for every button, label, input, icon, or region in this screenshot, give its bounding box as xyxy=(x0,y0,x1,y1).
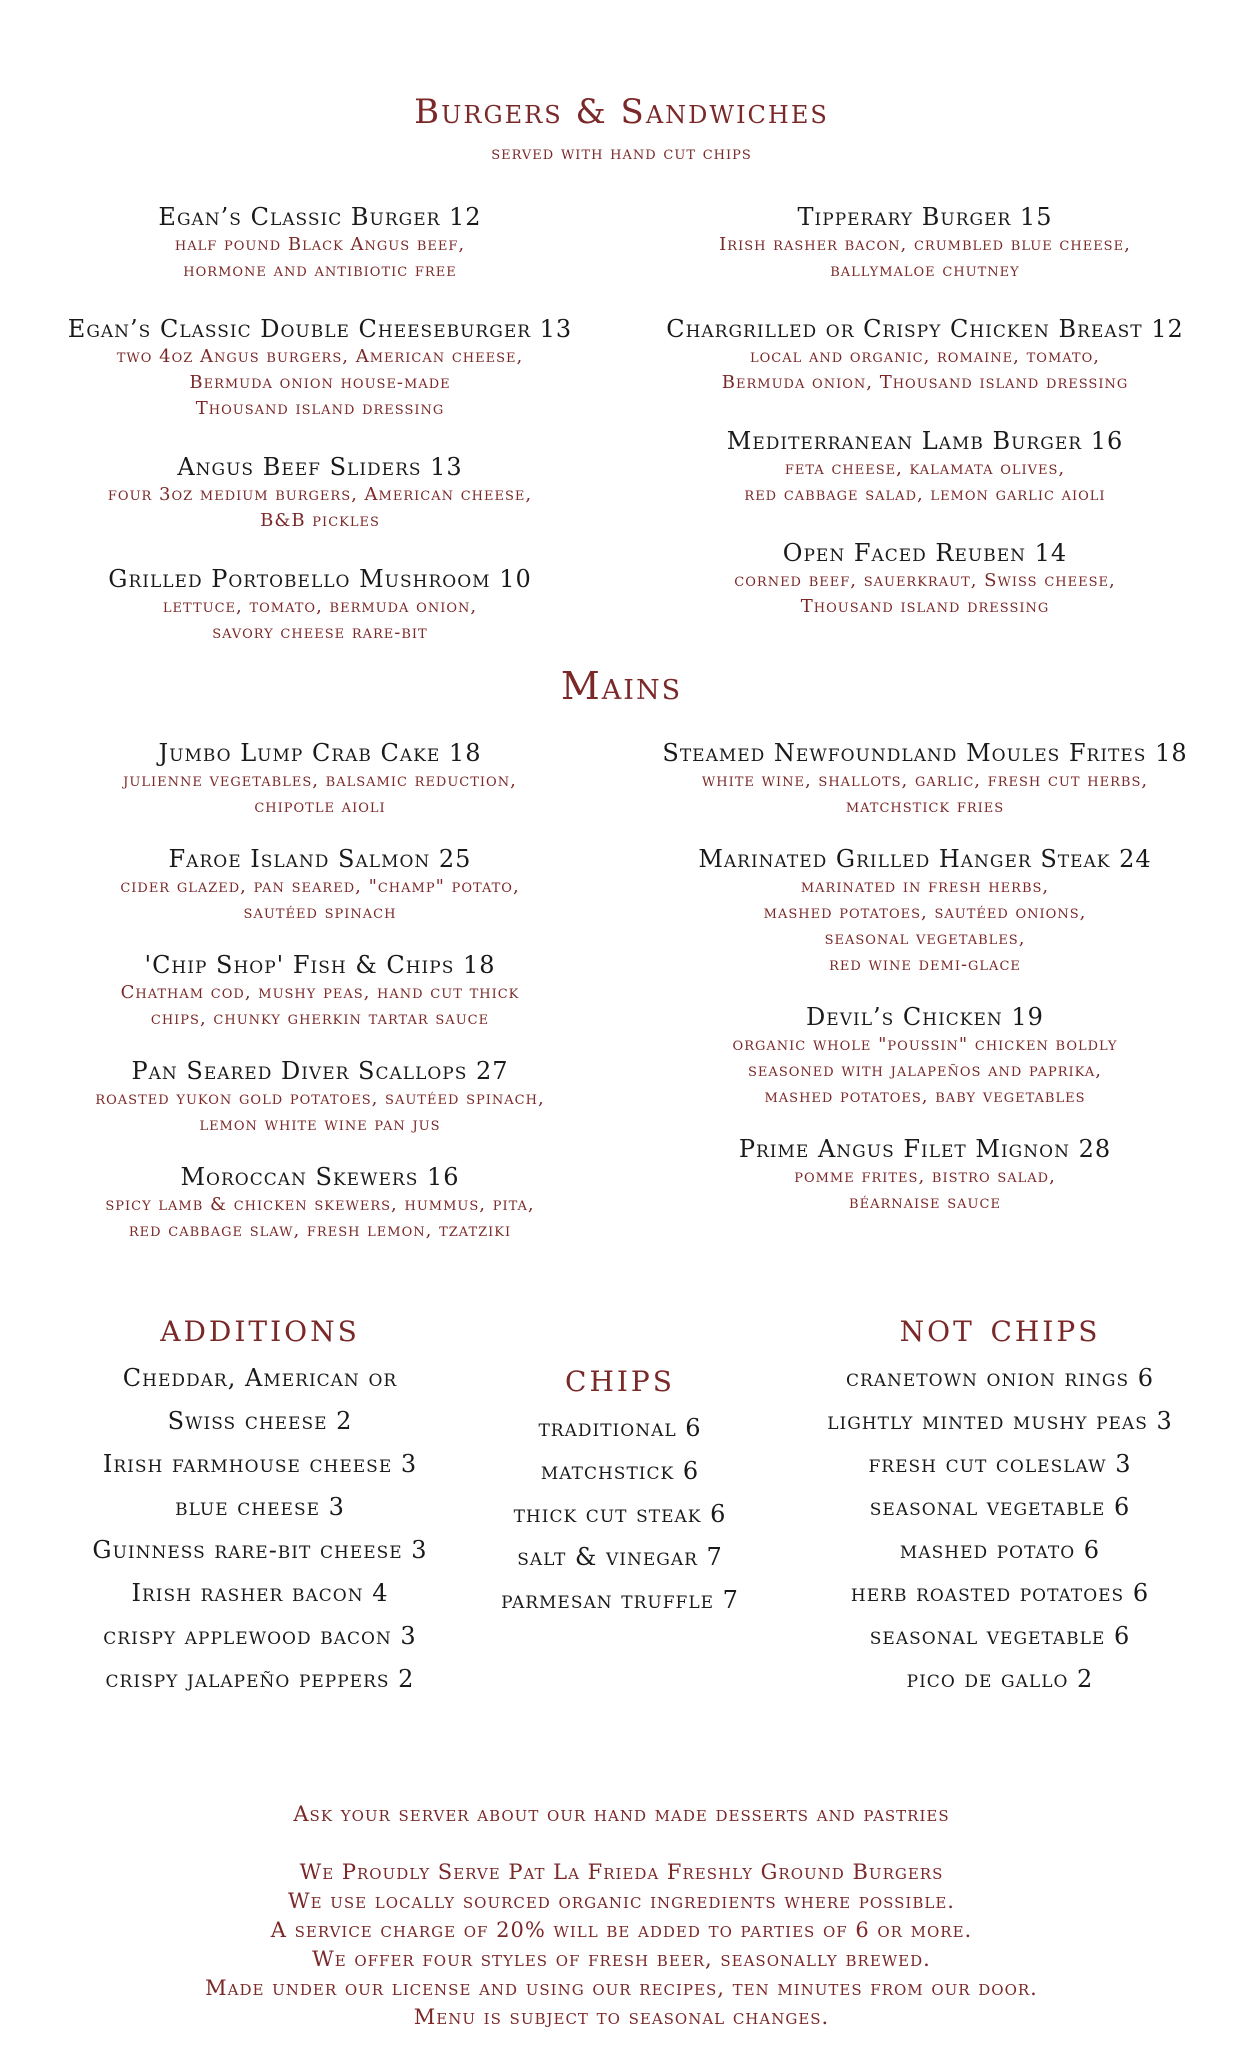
item-desc: sautéed spinach xyxy=(243,902,397,923)
additions-item: crispy applewood bacon 3 xyxy=(103,1622,417,1650)
item-name: Jumbo Lump Crab Cake 18 xyxy=(158,739,482,767)
item-desc: mashed potatoes, baby vegetables xyxy=(764,1086,1086,1107)
menu-item xyxy=(640,844,1210,978)
additions-item: Irish farmhouse cheese 3 xyxy=(102,1450,418,1478)
item-name: Moroccan Skewers 16 xyxy=(180,1163,460,1191)
menu-item xyxy=(40,1162,600,1244)
item-name: Mediterranean Lamb Burger 16 xyxy=(726,427,1124,455)
menu-item xyxy=(640,738,1210,820)
menu-item xyxy=(640,426,1210,508)
item-desc: Irish rasher bacon, crumbled blue cheese, xyxy=(719,234,1131,255)
item-desc: B&B pickles xyxy=(260,510,380,531)
item-name: Chargrilled or Crispy Chicken Breast 12 xyxy=(666,315,1184,343)
item-desc: pomme frites, bistro salad, xyxy=(794,1166,1056,1187)
not-chips-item: herb roasted potatoes 6 xyxy=(850,1579,1150,1607)
item-desc: seasoned with jalapeños and paprika, xyxy=(748,1060,1102,1081)
item-name: Tipperary Burger 15 xyxy=(797,203,1053,231)
item-name: Devil’s Chicken 19 xyxy=(806,1003,1044,1031)
item-desc: Thousand island dressing xyxy=(800,596,1050,617)
item-desc: Chatham cod, mushy peas, hand cut thick xyxy=(120,982,520,1003)
additions-item: Cheddar, American or xyxy=(122,1364,398,1392)
item-name: Pan Seared Diver Scallops 27 xyxy=(131,1057,509,1085)
item-name: Steamed Newfoundland Moules Frites 18 xyxy=(662,739,1188,767)
item-desc: matchstick fries xyxy=(845,796,1005,817)
not-chips-item: seasonal vegetable 6 xyxy=(869,1493,1131,1521)
chips-column xyxy=(470,1355,770,1622)
menu-item xyxy=(640,1002,1210,1110)
menu-item xyxy=(640,314,1210,396)
item-desc: seasonal vegetables, xyxy=(824,928,1026,949)
item-desc: Bermuda onion, Thousand island dressing xyxy=(721,372,1129,393)
item-desc: ballymaloe chutney xyxy=(830,260,1020,281)
footer-line: A service charge of 20% will be added to parties of 6 or more. xyxy=(270,1918,973,1942)
item-desc: white wine, shallots, garlic, fresh cut herbs, xyxy=(701,770,1149,791)
item-desc: lettuce, tomato, bermuda onion, xyxy=(162,596,478,617)
item-name: Grilled Portobello Mushroom 10 xyxy=(108,565,532,593)
menu-item xyxy=(40,452,600,534)
footer-line: We Proudly Serve Pat La Frieda Freshly Ground Burgers xyxy=(299,1860,944,1884)
chips-title: chips xyxy=(565,1355,675,1401)
item-desc: chips, chunky gherkin tartar sauce xyxy=(150,1008,490,1029)
additions-item: Irish rasher bacon 4 xyxy=(131,1579,389,1607)
footer-ask-line: Ask your server about our hand made desserts and pastries xyxy=(293,1802,950,1826)
item-desc: cider glazed, pan seared, "champ" potato, xyxy=(120,876,520,897)
menu-item xyxy=(640,1134,1210,1216)
not-chips-item: seasonal vegetable 6 xyxy=(869,1622,1131,1650)
not-chips-item: lightly minted mushy peas 3 xyxy=(827,1407,1173,1435)
item-name: Faroe Island Salmon 25 xyxy=(168,845,472,873)
item-desc: corned beef, sauerkraut, Swiss cheese, xyxy=(734,570,1116,591)
menu-item xyxy=(40,202,600,284)
footer-line: We offer four styles of fresh beer, seasonally brewed. xyxy=(312,1947,931,1971)
item-desc: two 4oz Angus burgers, American cheese, xyxy=(116,346,524,367)
menu-item xyxy=(40,314,600,422)
item-desc: half pound Black Angus beef, xyxy=(174,234,466,255)
chips-item: matchstick 6 xyxy=(540,1457,700,1485)
mains-right-column xyxy=(640,738,1210,1240)
item-desc: roasted yukon gold potatoes, sautéed spinach, xyxy=(95,1088,545,1109)
item-desc: julienne vegetables, balsamic reduction, xyxy=(123,770,517,791)
chips-item: salt & vinegar 7 xyxy=(517,1543,723,1571)
not-chips-column xyxy=(790,1305,1210,1701)
item-desc: four 3oz medium burgers, American cheese, xyxy=(107,484,533,505)
menu-item xyxy=(40,738,600,820)
item-desc: chipotle aioli xyxy=(254,796,386,817)
item-name: Open Faced Reuben 14 xyxy=(782,539,1068,567)
item-desc: mashed potatoes, sautéed onions, xyxy=(763,902,1087,923)
item-desc: organic whole "poussin" chicken boldly xyxy=(732,1034,1118,1055)
menu-item xyxy=(640,538,1210,620)
additions-item: Swiss cheese 2 xyxy=(167,1407,353,1435)
item-desc: hormone and antibiotic free xyxy=(183,260,457,281)
item-desc: local and organic, romaine, tomato, xyxy=(750,346,1100,367)
item-desc: feta cheese, kalamata olives, xyxy=(784,458,1066,479)
not-chips-item: fresh cut coleslaw 3 xyxy=(868,1450,1132,1478)
item-name: Egan’s Classic Double Cheeseburger 13 xyxy=(67,315,573,343)
not-chips-item: cranetown onion rings 6 xyxy=(845,1364,1155,1392)
chips-item: traditional 6 xyxy=(538,1414,702,1442)
item-desc: savory cheese rare-bit xyxy=(212,622,428,643)
additions-title: additions xyxy=(160,1305,360,1351)
item-desc: lemon white wine pan jus xyxy=(199,1114,441,1135)
not-chips-item: mashed potato 6 xyxy=(899,1536,1101,1564)
item-name: Angus Beef Sliders 13 xyxy=(177,453,463,481)
menu-item xyxy=(40,564,600,646)
item-desc: red cabbage slaw, fresh lemon, tzatziki xyxy=(128,1220,512,1241)
mains-left-column xyxy=(40,738,600,1268)
item-name: Marinated Grilled Hanger Steak 24 xyxy=(698,845,1152,873)
menu-item xyxy=(40,950,600,1032)
footer-ask xyxy=(0,1800,1243,1829)
additions-item: blue cheese 3 xyxy=(175,1493,345,1521)
burgers-subtitle: served with hand cut chips xyxy=(491,143,752,164)
footer-line: Made under our license and using our recipes, ten minutes from our door. xyxy=(205,1976,1038,2000)
item-desc: Bermuda onion house-made xyxy=(189,372,451,393)
item-desc: béarnaise sauce xyxy=(849,1192,1001,1213)
not-chips-title: not chips xyxy=(899,1305,1101,1351)
item-desc: spicy lamb & chicken skewers, hummus, pita, xyxy=(105,1194,535,1215)
menu-item xyxy=(40,1056,600,1138)
item-name: 'Chip Shop' Fish & Chips 18 xyxy=(144,951,496,979)
chips-item: parmesan truffle 7 xyxy=(501,1586,739,1614)
item-desc: red cabbage salad, lemon garlic aioli xyxy=(744,484,1106,505)
burgers-right-column xyxy=(640,202,1210,650)
not-chips-item: pico de gallo 2 xyxy=(906,1665,1094,1693)
item-name: Prime Angus Filet Mignon 28 xyxy=(738,1135,1112,1163)
additions-item: Guinness rare-bit cheese 3 xyxy=(92,1536,428,1564)
item-name: Egan’s Classic Burger 12 xyxy=(158,203,482,231)
chips-item: thick cut steak 6 xyxy=(513,1500,727,1528)
item-desc: Thousand island dressing xyxy=(195,398,445,419)
item-desc: red wine demi-glace xyxy=(829,954,1021,975)
menu-item xyxy=(640,202,1210,284)
burgers-section-title: Burgers & Sandwiches xyxy=(414,92,829,132)
burgers-left-column xyxy=(40,202,600,676)
additions-column xyxy=(60,1305,460,1701)
item-desc: marinated in fresh herbs, xyxy=(800,876,1050,897)
menu-item xyxy=(40,844,600,926)
footer-notes xyxy=(0,1858,1243,2032)
footer-line: We use locally sourced organic ingredients where possible. xyxy=(288,1889,955,1913)
footer-line: Menu is subject to seasonal changes. xyxy=(413,2005,830,2029)
mains-section-title: Mains xyxy=(560,664,683,708)
additions-item: crispy jalapeño peppers 2 xyxy=(105,1665,415,1693)
